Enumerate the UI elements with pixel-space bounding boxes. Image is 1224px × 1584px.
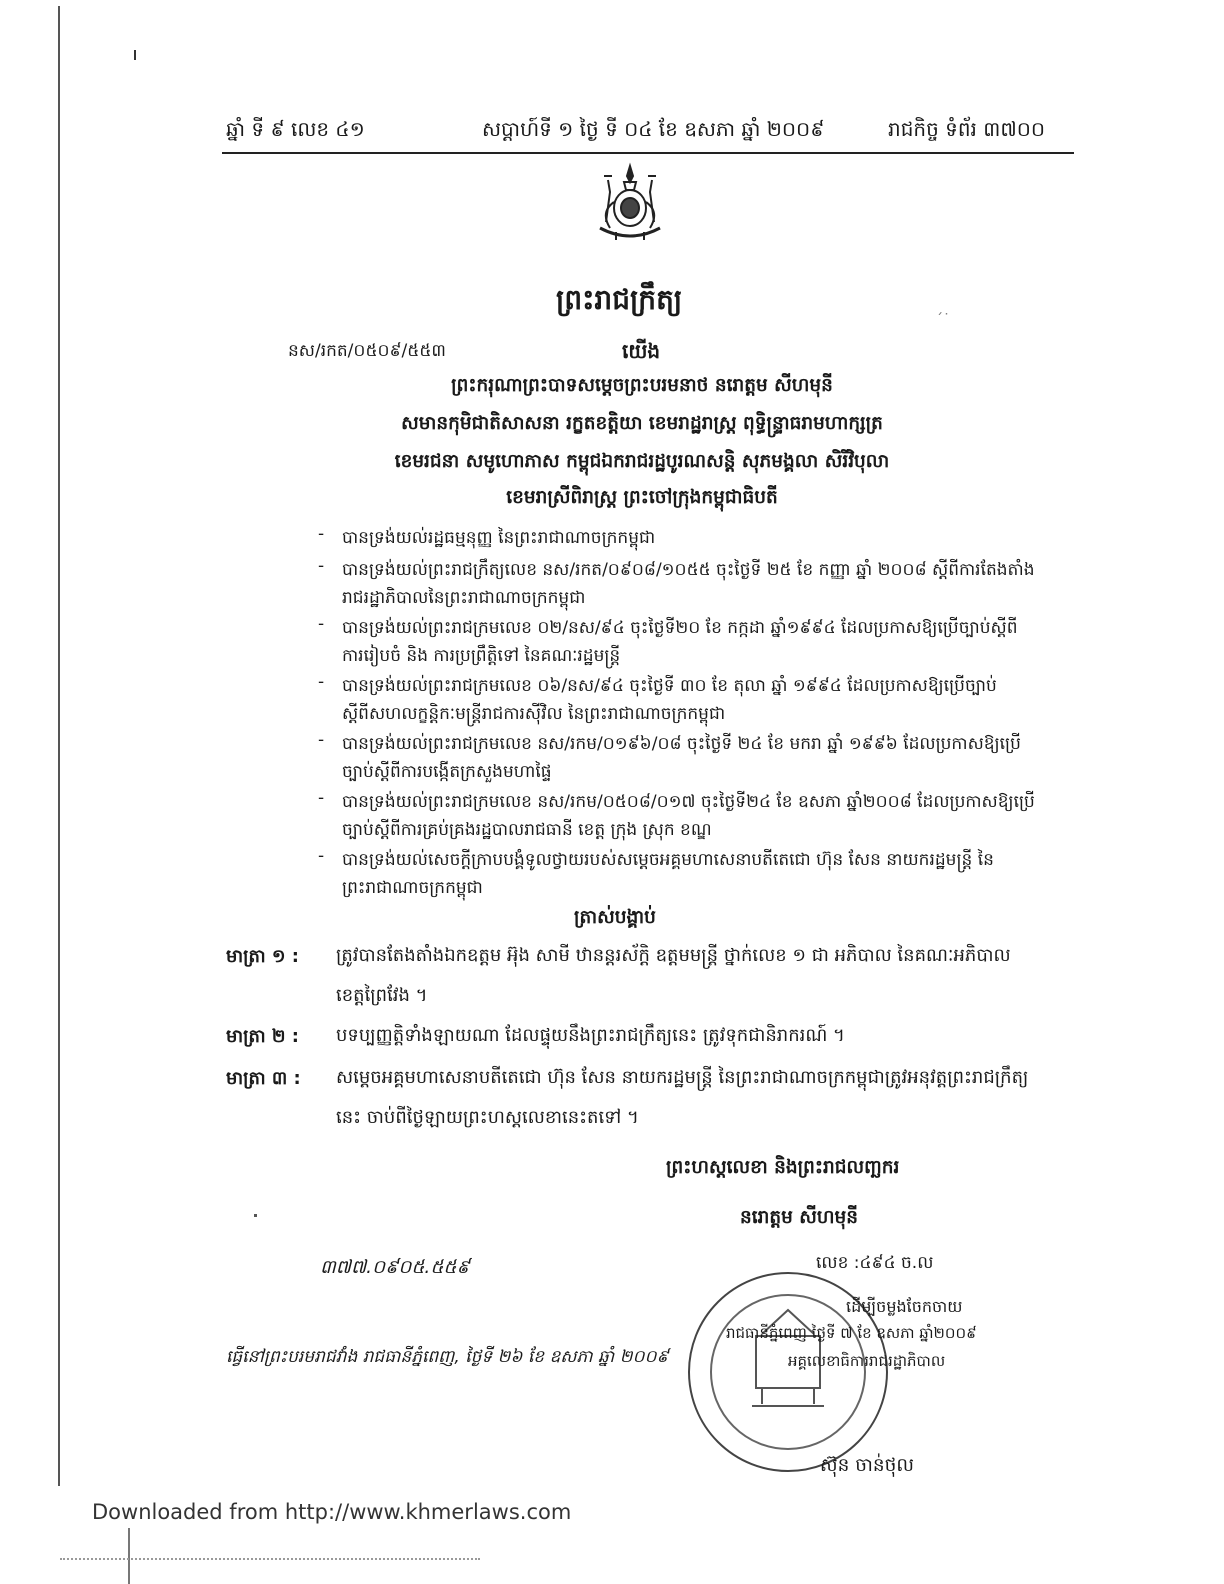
preamble-text: បានទ្រង់យល់ព្រះរាជក្រឹត្យលេខ នស/រកត/០៩០៨/១០៥៥ ចុះថ្ងៃទី ២៥ ខែ កញ្ញា ឆ្នាំ ២០០៨ ស្តីពីការតែងតាំងរាជរដ្ឋាភិបាលនៃព្រះរាជាណាចក្រកម្ពុជា (342, 560, 1035, 608)
preamble-item (318, 556, 1038, 612)
preamble-item (318, 846, 1038, 902)
decree-reference-number: នស/រកត/០៥០៩/៥៥៣ (288, 341, 446, 361)
preamble-text: បានទ្រង់យល់ព្រះរាជក្រមលេខ នស/រកម/០៥០៨/០១៧ ចុះថ្ងៃទី២៤ ខែ ឧសភា ឆ្នាំ២០០៨ ដែលប្រកាសឱ្យប្រើច្បាប់ស្តីពីការគ្រប់គ្រងរដ្ឋបាលរាជធានី ខេត្ត ក្រុង ស្រុក ខណ្ឌ (342, 792, 1035, 840)
bullet-dash: - (318, 788, 325, 808)
place-and-date: ធ្វើនៅព្រះបរមរាជវាំង រាជធានីភ្នំពេញ, ថ្ងៃទី ២៦ ខែ ឧសភា ឆ្នាំ ២០០៩ (226, 1347, 669, 1367)
king-title-line-4: ខេមរាស្រីពិរាស្ត្រ ព្រះចៅក្រុងកម្ពុជាធិបតី (506, 487, 778, 508)
bullet-dash: - (318, 672, 325, 692)
bullet-dash: - (318, 524, 325, 544)
preamble-text: បានទ្រង់យល់សេចក្តីក្រាបបង្គំទូលថ្វាយរបស់សម្តេចអគ្គមហាសេនាបតីតេជោ ហ៊ុន សែន នាយករដ្ឋមន្ត្រី នៃព្រះរាជាណាចក្រកម្ពុជា (342, 850, 994, 898)
royal-signature-name: នរោត្តម សីហមុនី (740, 1207, 859, 1228)
copy-certification-office: អគ្គលេខាធិការរាជរដ្ឋាភិបាល (788, 1352, 946, 1370)
preamble-text: បានទ្រង់យល់រដ្ឋធម្មនុញ្ញ នៃព្រះរាជាណាចក្រកម្ពុជា (342, 528, 656, 548)
preamble-item (318, 730, 1038, 786)
decree-heading: ត្រាស់បង្គាប់ (574, 907, 656, 928)
king-title-line-1: ព្រះករុណាព្រះបាទសម្តេចព្រះបរមនាថ នរោត្តម សីហមុនី (451, 375, 833, 396)
preamble-text: បានទ្រង់យល់ព្រះរាជក្រមលេខ នស/រកម/០១៩៦/០៨ ចុះថ្ងៃទី ២៤ ខែ មករា ឆ្នាំ ១៩៩៦ ដែលប្រកាសឱ្យប្រើច្បាប់ស្តីពីការបង្កើតក្រសួងមហាផ្ទៃ (342, 734, 1021, 782)
royal-coat-of-arms-icon (590, 162, 670, 244)
bullet-dash: - (318, 730, 325, 750)
registry-entry-number: លេខ :៤៩៤ ច.ល (816, 1253, 934, 1273)
scan-edge-mark-bottom (128, 1528, 130, 1584)
preamble-text: បានទ្រង់យល់ព្រះរាជក្រមលេខ ០២/នស/៩៤ ចុះថ្ងៃទី២០ ខែ កក្កដា ឆ្នាំ១៩៩៤ ដែលប្រកាសឱ្យប្រើច្បាប់ស្តីពីការរៀបចំ និង ការប្រព្រឹត្តិទៅ នៃគណៈរដ្ឋមន្ត្រី (342, 618, 1018, 666)
bullet-dash: - (318, 556, 325, 576)
article-3-text: សម្តេចអគ្គមហាសេនាបតីតេជោ ហ៊ុន សែន នាយករដ្ឋមន្ត្រី នៃព្រះរាជាណាចក្រកម្ពុជាត្រូវអនុវត្តព្រះរាជក្រឹត្យនេះ ចាប់ពីថ្ងៃឡាយព្រះហស្តលេខានេះតទៅ ។ (336, 1067, 1029, 1128)
preamble-text: បានទ្រង់យល់ព្រះរាជក្រមលេខ ០៦/នស/៩៤ ចុះថ្ងៃទី ៣០ ខែ តុលា ឆ្នាំ ១៩៩៤ ដែលប្រកាសឱ្យប្រើច្បាប់ស្តីពីសហលក្ខន្តិកៈមន្ត្រីរាជការស៊ីវិល នៃព្រះរាជាណាចក្រកម្ពុជា (342, 676, 997, 724)
royal-signature-caption: ព្រះហស្តលេខា និងព្រះរាជលញ្ឆករ (666, 1157, 900, 1178)
certifying-signer-name: ស៊ុន ចាន់ថុល (820, 1455, 914, 1476)
scan-edge-mark (134, 50, 136, 60)
header-rule (222, 152, 1074, 154)
article-2-text: បទប្បញ្ញត្តិទាំងឡាយណា ដែលផ្ទុយនឹងព្រះរាជក្រឹត្យនេះ ត្រូវទុកជានិរាករណ៍ ។ (336, 1025, 845, 1046)
article-1-text: ត្រូវបានតែងតាំងឯកឧត្តម អ៊ុង សាមី ឋានន្តរស័ក្តិ ឧត្តមមន្ត្រី ថ្នាក់លេខ ១ ជា អភិបាល នៃគណៈអភិបាល ខេត្តព្រៃវែង ។ (336, 945, 1011, 1006)
copy-certification-date: រាជធានីភ្នំពេញ ថ្ងៃទី ៧ ខែ ឧសភា ឆ្នាំ២០០៩ (726, 1324, 977, 1342)
scan-dot (254, 1214, 257, 1217)
article-1-label: មាត្រា ១ : (226, 946, 299, 967)
document-title: ព្រះរាជក្រឹត្យ (556, 283, 683, 316)
scan-edge-line (58, 6, 60, 1486)
we-heading: យើង (622, 339, 661, 363)
download-source-footer: Downloaded from http://www.khmerlaws.com (92, 1500, 572, 1524)
preamble-item (318, 672, 1038, 728)
gazette-week-date: សប្តាហ៍ទី ១ ថ្ងៃ ទី ០៤ ខែ ឧសភា ឆ្នាំ ២០០៩ (482, 117, 825, 141)
article-3-label: មាត្រា ៣ : (226, 1068, 301, 1089)
bullet-dash: - (318, 614, 325, 634)
king-title-line-2: សមានកុមិជាតិសាសនា រក្ខតខត្តិយា ខេមរាដ្ឋរាស្ត្រ ពុទ្ធិន្ទ្រាធរាមហាក្សត្រ (401, 413, 883, 434)
copy-notice: ដើម្បីចម្លងចែកចាយ (846, 1297, 963, 1316)
gazette-volume: ឆ្នាំ ទី ៩ លេខ ៤១ (226, 117, 365, 141)
preamble-item (318, 788, 1038, 844)
registry-number: ៣៧៧.០៩០៥.៥៥៩ (320, 1257, 470, 1278)
bullet-dash: - (318, 846, 325, 866)
scan-smudge: ˊ˙ (936, 312, 950, 328)
gazette-page: រាជកិច្ច ទំព័រ ៣៧០០ (888, 117, 1046, 141)
scan-dotted-edge (60, 1558, 480, 1560)
preamble-item (318, 524, 1038, 552)
preamble-item (318, 614, 1038, 670)
article-2-label: មាត្រា ២ : (226, 1026, 299, 1047)
king-title-line-3: ខេមរជនា សមូហោភាស កម្ពុជឯករាជរដ្ឋបូរណសន្តិ សុភមង្គលា សិរីវិបុលា (394, 451, 890, 472)
